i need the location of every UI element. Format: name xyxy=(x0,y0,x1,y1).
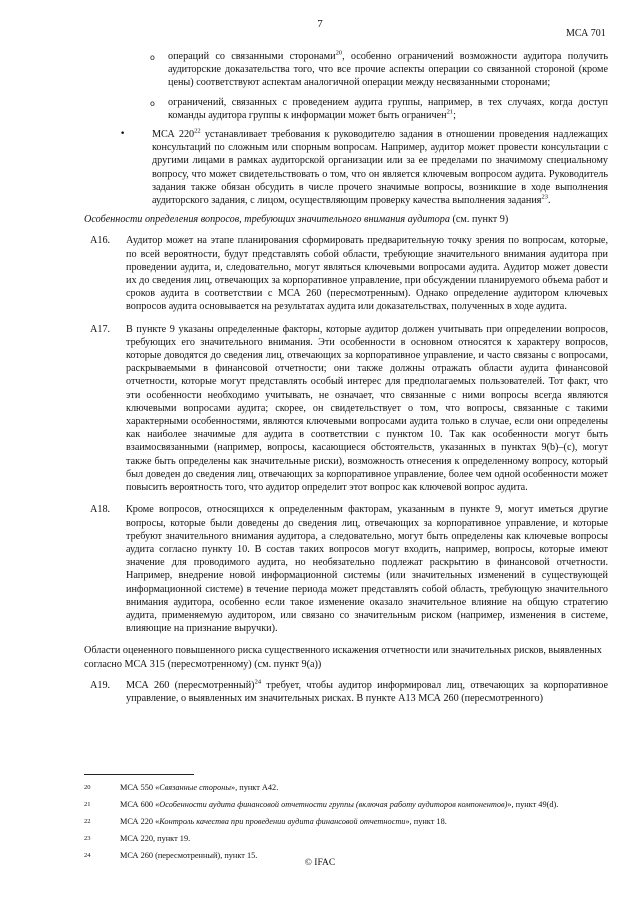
paragraph-a18 xyxy=(84,503,608,635)
footnote-number: 21 xyxy=(84,801,91,808)
sub-bullet-item xyxy=(84,50,608,90)
circle-bullet-icon: o xyxy=(150,53,155,62)
footnote-text: МСА 600 « xyxy=(120,800,160,809)
paragraph-number: A19. xyxy=(90,679,111,691)
footnote-text: МСА 260 (пересмотренный), пункт 15. xyxy=(120,851,258,860)
footnote-text: МСА 220 « xyxy=(120,817,160,826)
bullet-text-cont: устанавливает требования к руководителю задания в отношении проведения надлежащих консультаций по сложным или спорным вопросам. Например, аудитор может провести консультации с другими лицами в рамках аудиторской организации или за ее пределами по значимому специальному вопросу, что может свидетельствовать о том, что он является ключевым вопросом аудита. Руководитель задания также обязан обсудить в числе прочего значимые вопросы, возникшие в ходе выполнения аудиторского задания, с лицом, осуществляющим проверку качества выполнения задания xyxy=(152,129,609,207)
footnote-title: Связанные стороны xyxy=(159,783,231,792)
dot-bullet-icon: • xyxy=(120,129,126,140)
footnote-item xyxy=(84,799,608,810)
bullet-text-end: . xyxy=(547,195,551,207)
paragraph-text: Аудитор может на этапе планирования сформировать предварительную точку зрения по вопросам, которые, по всей вероятности, будут представлять собой области, требующие значительного внимания аудитора при проведении аудита, и, следовательно, могут являться ключевыми вопросами аудита. Аудитор может довести их до сведения лиц, отвечающих за корпоративное управление, при обсуждении планируемого объема работ и сроков аудита в соответствии с МСА 260 (пересмотренным). Однако определение аудитором ключевых вопросов аудита основывается на результатах аудита или доказательствах, полученных в ходе аудита. xyxy=(126,235,608,313)
footnotes xyxy=(84,782,608,867)
footnote-ref: 22 xyxy=(194,127,201,135)
footnote-item xyxy=(84,833,608,844)
paragraph-text: МСА 260 (пересмотренный) xyxy=(126,679,255,691)
document-code: МСА 701 xyxy=(566,28,606,39)
sub-bullet-item xyxy=(84,96,608,122)
paragraph-number: A16. xyxy=(90,235,111,247)
bullet-text: операций со связанными сторонами xyxy=(168,51,336,62)
footnote-text-end: », пункт А42. xyxy=(230,783,279,792)
footnote-text: МСА 220, пункт 19. xyxy=(120,834,191,843)
footnote-ref: 20 xyxy=(335,49,343,57)
paragraph-number: A18. xyxy=(90,504,111,516)
section-heading-italic: Особенности определения вопросов, требующих значительного внимания аудитора xyxy=(84,214,450,226)
footnote-item xyxy=(84,782,608,793)
footnote-text-end: », пункт 18. xyxy=(405,817,447,826)
footnote-divider xyxy=(84,774,194,775)
footnote-ref: 24 xyxy=(254,678,262,686)
footnote-number: 24 xyxy=(84,852,91,859)
paragraph-text-cont: требует, чтобы аудитор информировал лиц, отвечающих за корпоративное управление, о выявленных им значительных рисках. В пункте А13 МСА 260 (пересмотренного) xyxy=(126,679,608,704)
footnote-ref: 21 xyxy=(446,108,454,116)
footnote-item xyxy=(84,816,608,827)
bullet-text: МСА 220 xyxy=(152,129,195,141)
paragraph-text: Кроме вопросов, относящихся к определенным факторам, указанным в пункте 9, могут иметься другие вопросы, которые были доведены до сведения лиц, отвечающих за корпоративное управление, и которые требуют значительного внимания аудитора, а следовательно, могут быть определены как ключевые вопросы аудита согласно пункту 10. В состав таких вопросов могут входить, например, вопросы, которые имеют значение для проводимого аудита, но необязательно подлежат раскрытию в финансовой отчетности. Например, внедрение новой информационной системы (или значительных изменений в существующей информационной системе) в течение периода может представлять собой область, требующую значительного внимания аудитора, особенно если такое изменение оказало значительное влияние на общую стратегию аудита, применяемую аудитором, или связано со значительным риском (например, изменения в системе, влияющие на признание выручки). xyxy=(126,504,608,635)
paragraph-a17 xyxy=(84,323,608,495)
bullet-item xyxy=(84,128,608,207)
footnote-text-end: », пункт 49(d). xyxy=(507,800,559,809)
copyright-footer: © IFAC xyxy=(304,858,336,868)
paragraph-a19 xyxy=(84,679,608,705)
footnote-text: МСА 550 « xyxy=(120,783,160,792)
subsection-heading: Области оцененного повышенного риска существенного искажения отчетности или значительных рисков, выявленных согласно МСА 315 (пересмотренному) (см. пункт 9(а)) xyxy=(84,645,602,670)
footnote-title: Особенности аудита финансовой отчетности группы (включая работу аудиторов компонентов) xyxy=(159,800,508,809)
paragraph-a16 xyxy=(84,234,608,313)
page-number: 7 xyxy=(317,18,323,30)
footnote-number: 23 xyxy=(84,835,91,842)
footnote-number: 22 xyxy=(84,818,91,825)
bullet-text: ограничений, связанных с проведением аудита группы, например, в тех случаях, когда доступ команды аудитора группы к информации может быть ограничен xyxy=(168,96,608,121)
bullet-text-cont: ; xyxy=(453,109,456,121)
footnote-ref: 23 xyxy=(541,193,548,201)
section-heading-ref: (см. пункт 9) xyxy=(449,214,509,226)
paragraph-text: В пункте 9 указаны определенные факторы, которые аудитор должен учитывать при определении вопросов, требующих его значительного внимания. Эти особенности в основном относятся к характеру вопросов, которые доводятся до сведения лиц, отвечающих за корпоративное управление, и часто связаны с вопросами, раскрываемыми в финансовой отчетности; они также должны отражать области аудита финансовой отчетности, которые могут представлять особый интерес для предполагаемых пользователей. Тот факт, что эти особенности необходимо учитывать, не означает, что связанные с ними вопросы всегда являются ключевыми вопросами аудита; скорее, он свидетельствует о том, что вопросы, связанные с такими характерными особенностями, являются ключевыми вопросами аудита только в случае, если они определены как наиболее значимые для аудита в соответствии с пунктом 10. Так как особенности могут быть взаимосвязанными (например, вопросы, касающиеся обстоятельств, указанных в пунктах 9(b)–(c), могут также быть определены как значительные риски), возможность отнесения к определенному вопросу, который был доведен до сведения лиц, отвечающих за корпоративное управление, более чем одной особенности может повысить вероятность того, что аудитор определит этот вопрос как ключевой вопрос аудита. xyxy=(126,323,608,494)
page-body xyxy=(84,50,608,714)
section-heading xyxy=(84,213,608,226)
circle-bullet-icon: o xyxy=(150,98,155,108)
bullet-text-cont: , особенно ограничений возможности аудитора получить аудиторские доказательства того, что все прочие аспекты операции со связанной стороной (кроме цены) соответствуют аспектам аналогичной операции между несвязанными сторонами; xyxy=(168,51,608,89)
paragraph-number: A17. xyxy=(90,323,111,335)
footnote-number: 20 xyxy=(84,784,91,791)
footnote-title: Контроль качества при проведении аудита финансовой отчетности xyxy=(159,817,406,826)
